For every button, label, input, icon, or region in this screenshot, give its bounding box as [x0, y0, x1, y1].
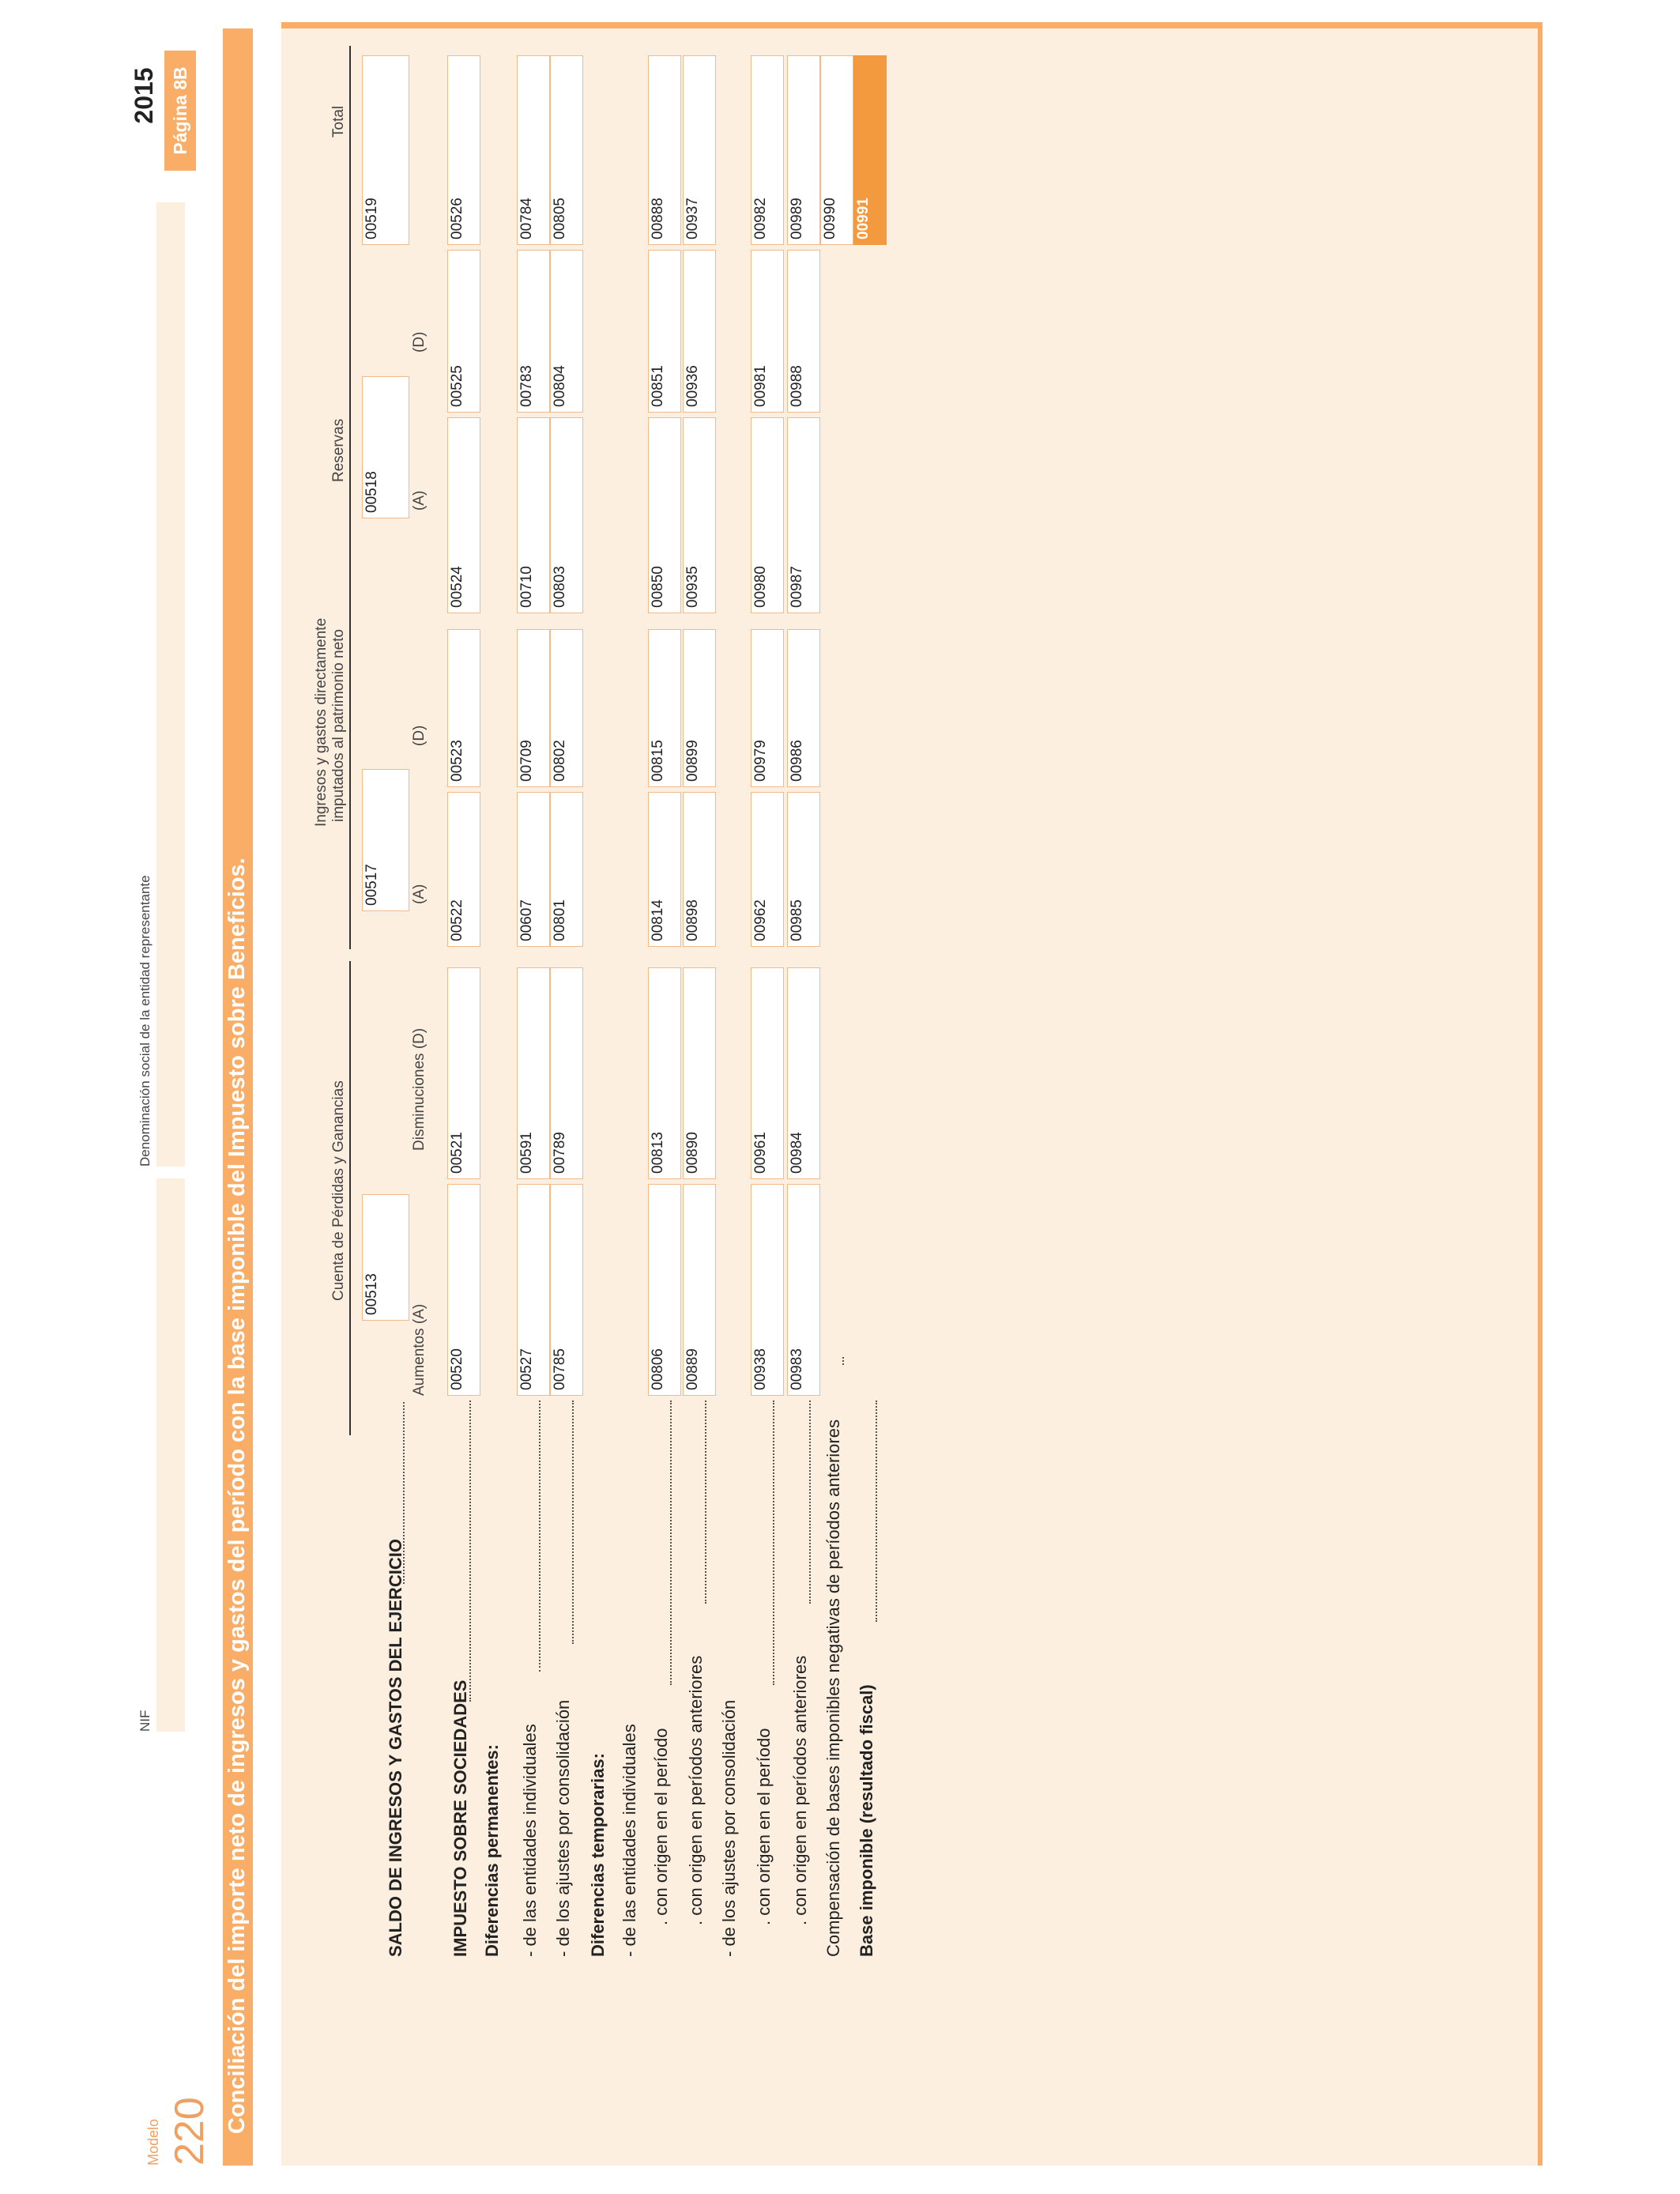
- field-perm-consolidacion-6[interactable]: [550, 250, 583, 413]
- header-ingresos-2: imputados al patrimonio neto: [330, 629, 347, 822]
- code-perm-individuales-6: 00783: [518, 365, 535, 407]
- code-ind-anteriores-1: 00889: [684, 1348, 701, 1390]
- label-saldo: SALDO DE INGRESOS Y GASTOS DEL EJERCICIO: [386, 1539, 405, 1957]
- field-ind-periodo-7[interactable]: [648, 55, 681, 245]
- dots-cons-anteriores: [809, 1400, 811, 1604]
- code-perm-consolidacion-1: 00785: [552, 1348, 568, 1390]
- nif-label: NIF: [137, 1710, 153, 1732]
- label-temp-consolidacion: - de los ajustes por consolidación: [719, 1699, 739, 1957]
- page-title: Conciliación del importe neto de ingresos y gastos del período con la base imponible del Impuesto sobre Beneficios.: [224, 858, 250, 2134]
- dots-base-imponible: [876, 1400, 877, 1622]
- code-perm-individuales-1: 00527: [518, 1348, 535, 1390]
- header-disminuciones: Disminuciones (D): [411, 1027, 428, 1151]
- header-ingresos-1: Ingresos y gastos directamente: [313, 617, 330, 827]
- field-perm-consolidacion-3[interactable]: [550, 792, 583, 947]
- label-impuesto: IMPUESTO SOBRE SOCIEDADES: [450, 1679, 470, 1957]
- field-cons-anteriores-3[interactable]: [787, 792, 820, 947]
- dots-perm-consolidacion: [572, 1400, 574, 1644]
- code-cons-periodo-4: 00979: [752, 740, 769, 782]
- field-impuesto-6[interactable]: [447, 250, 480, 413]
- code-saldo-ingresos: 00517: [363, 864, 380, 906]
- field-ind-periodo-1[interactable]: [648, 1184, 681, 1396]
- code-perm-individuales-3: 00607: [518, 899, 535, 941]
- field-cons-anteriores-1[interactable]: [787, 1184, 820, 1396]
- field-ind-anteriores-6[interactable]: [683, 250, 716, 413]
- field-perm-consolidacion-5[interactable]: [550, 417, 583, 613]
- header-ingresos-d: (D): [411, 725, 428, 746]
- code-cons-periodo-6: 00981: [752, 365, 769, 407]
- field-ind-periodo-5[interactable]: [648, 417, 681, 613]
- code-ind-anteriores-6: 00936: [684, 365, 701, 407]
- code-perm-consolidacion-4: 00802: [552, 740, 568, 782]
- code-perm-individuales-4: 00709: [518, 740, 535, 782]
- header-pyg: Cuenta de Pérdidas y Ganancias: [330, 1080, 347, 1301]
- field-saldo-pyg[interactable]: [362, 1194, 409, 1321]
- code-compensacion: 00990: [822, 198, 838, 239]
- code-cons-periodo-7: 00982: [752, 198, 769, 239]
- field-perm-individuales-2[interactable]: [517, 967, 550, 1179]
- field-ind-periodo-2[interactable]: [648, 967, 681, 1179]
- field-base-imponible[interactable]: [853, 55, 887, 245]
- code-ind-periodo-3: 00814: [650, 899, 666, 941]
- code-perm-consolidacion-6: 00804: [552, 365, 568, 407]
- denominacion-field[interactable]: [156, 202, 185, 1167]
- field-perm-individuales-4[interactable]: [517, 629, 550, 787]
- field-ind-anteriores-2[interactable]: [683, 967, 716, 1179]
- header-reservas-d: (D): [411, 331, 428, 352]
- denominacion-label: Denominación social de la entidad representante: [137, 875, 153, 1167]
- code-ind-anteriores-7: 00937: [684, 198, 701, 239]
- field-ind-anteriores-4[interactable]: [683, 629, 716, 787]
- field-perm-consolidacion-1[interactable]: [550, 1184, 583, 1396]
- code-ind-periodo-2: 00813: [650, 1132, 666, 1174]
- dots-cons-periodo: [773, 1400, 774, 1685]
- code-ind-periodo-4: 00815: [650, 740, 666, 782]
- label-base-imponible: Base imponible (resultado fiscal): [857, 1684, 876, 1957]
- header-total: Total: [330, 105, 347, 138]
- field-ind-periodo-3[interactable]: [648, 792, 681, 947]
- field-ind-anteriores-1[interactable]: [683, 1184, 716, 1396]
- field-cons-periodo-6[interactable]: [751, 250, 784, 413]
- code-perm-individuales-5: 00710: [518, 566, 535, 608]
- label-compensacion: Compensación de bases imponibles negativas de períodos anteriores: [823, 1419, 843, 1957]
- field-cons-anteriores-7[interactable]: [787, 55, 820, 245]
- nif-field[interactable]: [156, 1178, 185, 1732]
- field-impuesto-2[interactable]: [447, 967, 480, 1179]
- label-cons-anteriores: . con origen en períodos anteriores: [790, 1655, 810, 1925]
- code-impuesto-6: 00525: [449, 365, 465, 407]
- field-ind-anteriores-5[interactable]: [683, 417, 716, 613]
- header-reservas-a: (A): [411, 490, 428, 511]
- label-perm-individuales: - de las entidades individuales: [520, 1724, 540, 1957]
- modelo-number: 220: [167, 2097, 213, 2166]
- code-base-imponible: 00991: [855, 198, 872, 239]
- field-perm-individuales-6[interactable]: [517, 250, 550, 413]
- year-label: 2015: [130, 67, 158, 124]
- label-ind-periodo: . con origen en el período: [651, 1728, 671, 1925]
- code-impuesto-4: 00523: [449, 740, 465, 782]
- code-ind-periodo-6: 00851: [650, 365, 666, 407]
- label-temporarias: Diferencias temporarias:: [588, 1753, 608, 1957]
- code-cons-periodo-3: 00962: [752, 899, 769, 941]
- page-badge: Página 8B: [164, 51, 196, 171]
- field-perm-individuales-1[interactable]: [517, 1184, 550, 1396]
- code-saldo-reservas: 00518: [363, 471, 380, 513]
- header-ingresos-a: (A): [411, 884, 428, 904]
- field-ind-periodo-6[interactable]: [648, 250, 681, 413]
- field-saldo-reservas[interactable]: [362, 376, 409, 518]
- code-impuesto-5: 00524: [449, 566, 465, 608]
- field-cons-anteriores-6[interactable]: [787, 250, 820, 413]
- field-ind-anteriores-7[interactable]: [683, 55, 716, 245]
- code-cons-periodo-1: 00938: [752, 1348, 769, 1390]
- code-perm-consolidacion-3: 00801: [552, 899, 568, 941]
- label-ind-anteriores: . con origen en períodos anteriores: [686, 1655, 706, 1925]
- field-impuesto-7[interactable]: [447, 55, 480, 245]
- code-impuesto-7: 00526: [449, 198, 465, 239]
- field-cons-periodo-3[interactable]: [751, 792, 784, 947]
- rule-ingresos: [349, 475, 351, 949]
- code-cons-anteriores-4: 00986: [789, 740, 805, 782]
- code-perm-consolidacion-5: 00803: [552, 566, 568, 608]
- modelo-label: Modelo: [145, 2118, 161, 2166]
- code-saldo-total: 00519: [363, 198, 380, 239]
- field-perm-consolidacion-7[interactable]: [550, 55, 583, 245]
- field-compensacion[interactable]: [820, 55, 853, 245]
- field-impuesto-1[interactable]: [447, 1184, 480, 1396]
- code-perm-individuales-2: 00591: [518, 1132, 535, 1174]
- field-impuesto-4[interactable]: [447, 629, 480, 787]
- field-saldo-ingresos[interactable]: [362, 769, 409, 911]
- title-banner: [223, 28, 253, 2166]
- label-temp-individuales: - de las entidades individuales: [620, 1724, 639, 1957]
- code-cons-anteriores-1: 00983: [789, 1348, 805, 1390]
- rule-total: [349, 46, 351, 283]
- code-cons-periodo-5: 00980: [752, 566, 769, 608]
- code-impuesto-1: 00520: [449, 1348, 465, 1390]
- code-ind-anteriores-5: 00935: [684, 566, 701, 608]
- code-saldo-pyg: 00513: [363, 1273, 380, 1315]
- dots-perm-individuales: [539, 1400, 541, 1672]
- field-cons-periodo-1[interactable]: [751, 1184, 784, 1396]
- field-impuesto-3[interactable]: [447, 792, 480, 947]
- field-perm-consolidacion-4[interactable]: [550, 629, 583, 787]
- field-impuesto-5[interactable]: [447, 417, 480, 613]
- field-cons-anteriores-2[interactable]: [787, 967, 820, 1179]
- dots-ind-anteriores: [705, 1400, 706, 1604]
- dots-saldo: [403, 1402, 405, 1584]
- field-cons-anteriores-5[interactable]: [787, 417, 820, 613]
- code-ind-anteriores-3: 00898: [684, 899, 701, 941]
- code-ind-anteriores-2: 00890: [684, 1132, 701, 1174]
- code-cons-periodo-2: 00961: [752, 1132, 769, 1174]
- code-cons-anteriores-2: 00984: [789, 1132, 805, 1174]
- code-ind-periodo-7: 00888: [650, 198, 666, 239]
- code-cons-anteriores-6: 00988: [789, 365, 805, 407]
- code-perm-individuales-7: 00784: [518, 198, 535, 239]
- field-cons-periodo-7[interactable]: [751, 55, 784, 245]
- label-perm-consolidacion: - de los ajustes por consolidación: [553, 1699, 573, 1957]
- dots-compensacion: [842, 1357, 844, 1365]
- rule-pyg: [349, 961, 351, 1435]
- header-reservas: Reservas: [330, 418, 347, 482]
- label-cons-periodo: . con origen en el período: [754, 1728, 774, 1925]
- code-cons-anteriores-3: 00985: [789, 899, 805, 941]
- field-ind-anteriores-3[interactable]: [683, 792, 716, 947]
- field-perm-consolidacion-2[interactable]: [550, 967, 583, 1179]
- dots-impuesto: [469, 1400, 471, 1702]
- code-ind-periodo-1: 00806: [650, 1348, 666, 1390]
- code-perm-consolidacion-7: 00805: [552, 198, 568, 239]
- field-cons-anteriores-4[interactable]: [787, 629, 820, 787]
- field-ind-periodo-4[interactable]: [648, 629, 681, 787]
- code-perm-consolidacion-2: 00789: [552, 1132, 568, 1174]
- field-cons-periodo-4[interactable]: [751, 629, 784, 787]
- code-impuesto-3: 00522: [449, 899, 465, 941]
- dots-ind-periodo: [670, 1400, 672, 1685]
- label-permanentes: Diferencias permanentes:: [482, 1744, 502, 1957]
- code-cons-anteriores-7: 00989: [789, 198, 805, 239]
- field-cons-periodo-2[interactable]: [751, 967, 784, 1179]
- code-ind-anteriores-4: 00899: [684, 740, 701, 782]
- code-ind-periodo-5: 00850: [650, 566, 666, 608]
- code-cons-anteriores-5: 00987: [789, 566, 805, 608]
- field-perm-individuales-3[interactable]: [517, 792, 550, 947]
- header-aumentos: Aumentos (A): [411, 1303, 428, 1396]
- field-perm-individuales-7[interactable]: [517, 55, 550, 245]
- field-saldo-total[interactable]: [362, 55, 409, 245]
- field-cons-periodo-5[interactable]: [751, 417, 784, 613]
- field-perm-individuales-5[interactable]: [517, 417, 550, 613]
- code-impuesto-2: 00521: [449, 1132, 465, 1174]
